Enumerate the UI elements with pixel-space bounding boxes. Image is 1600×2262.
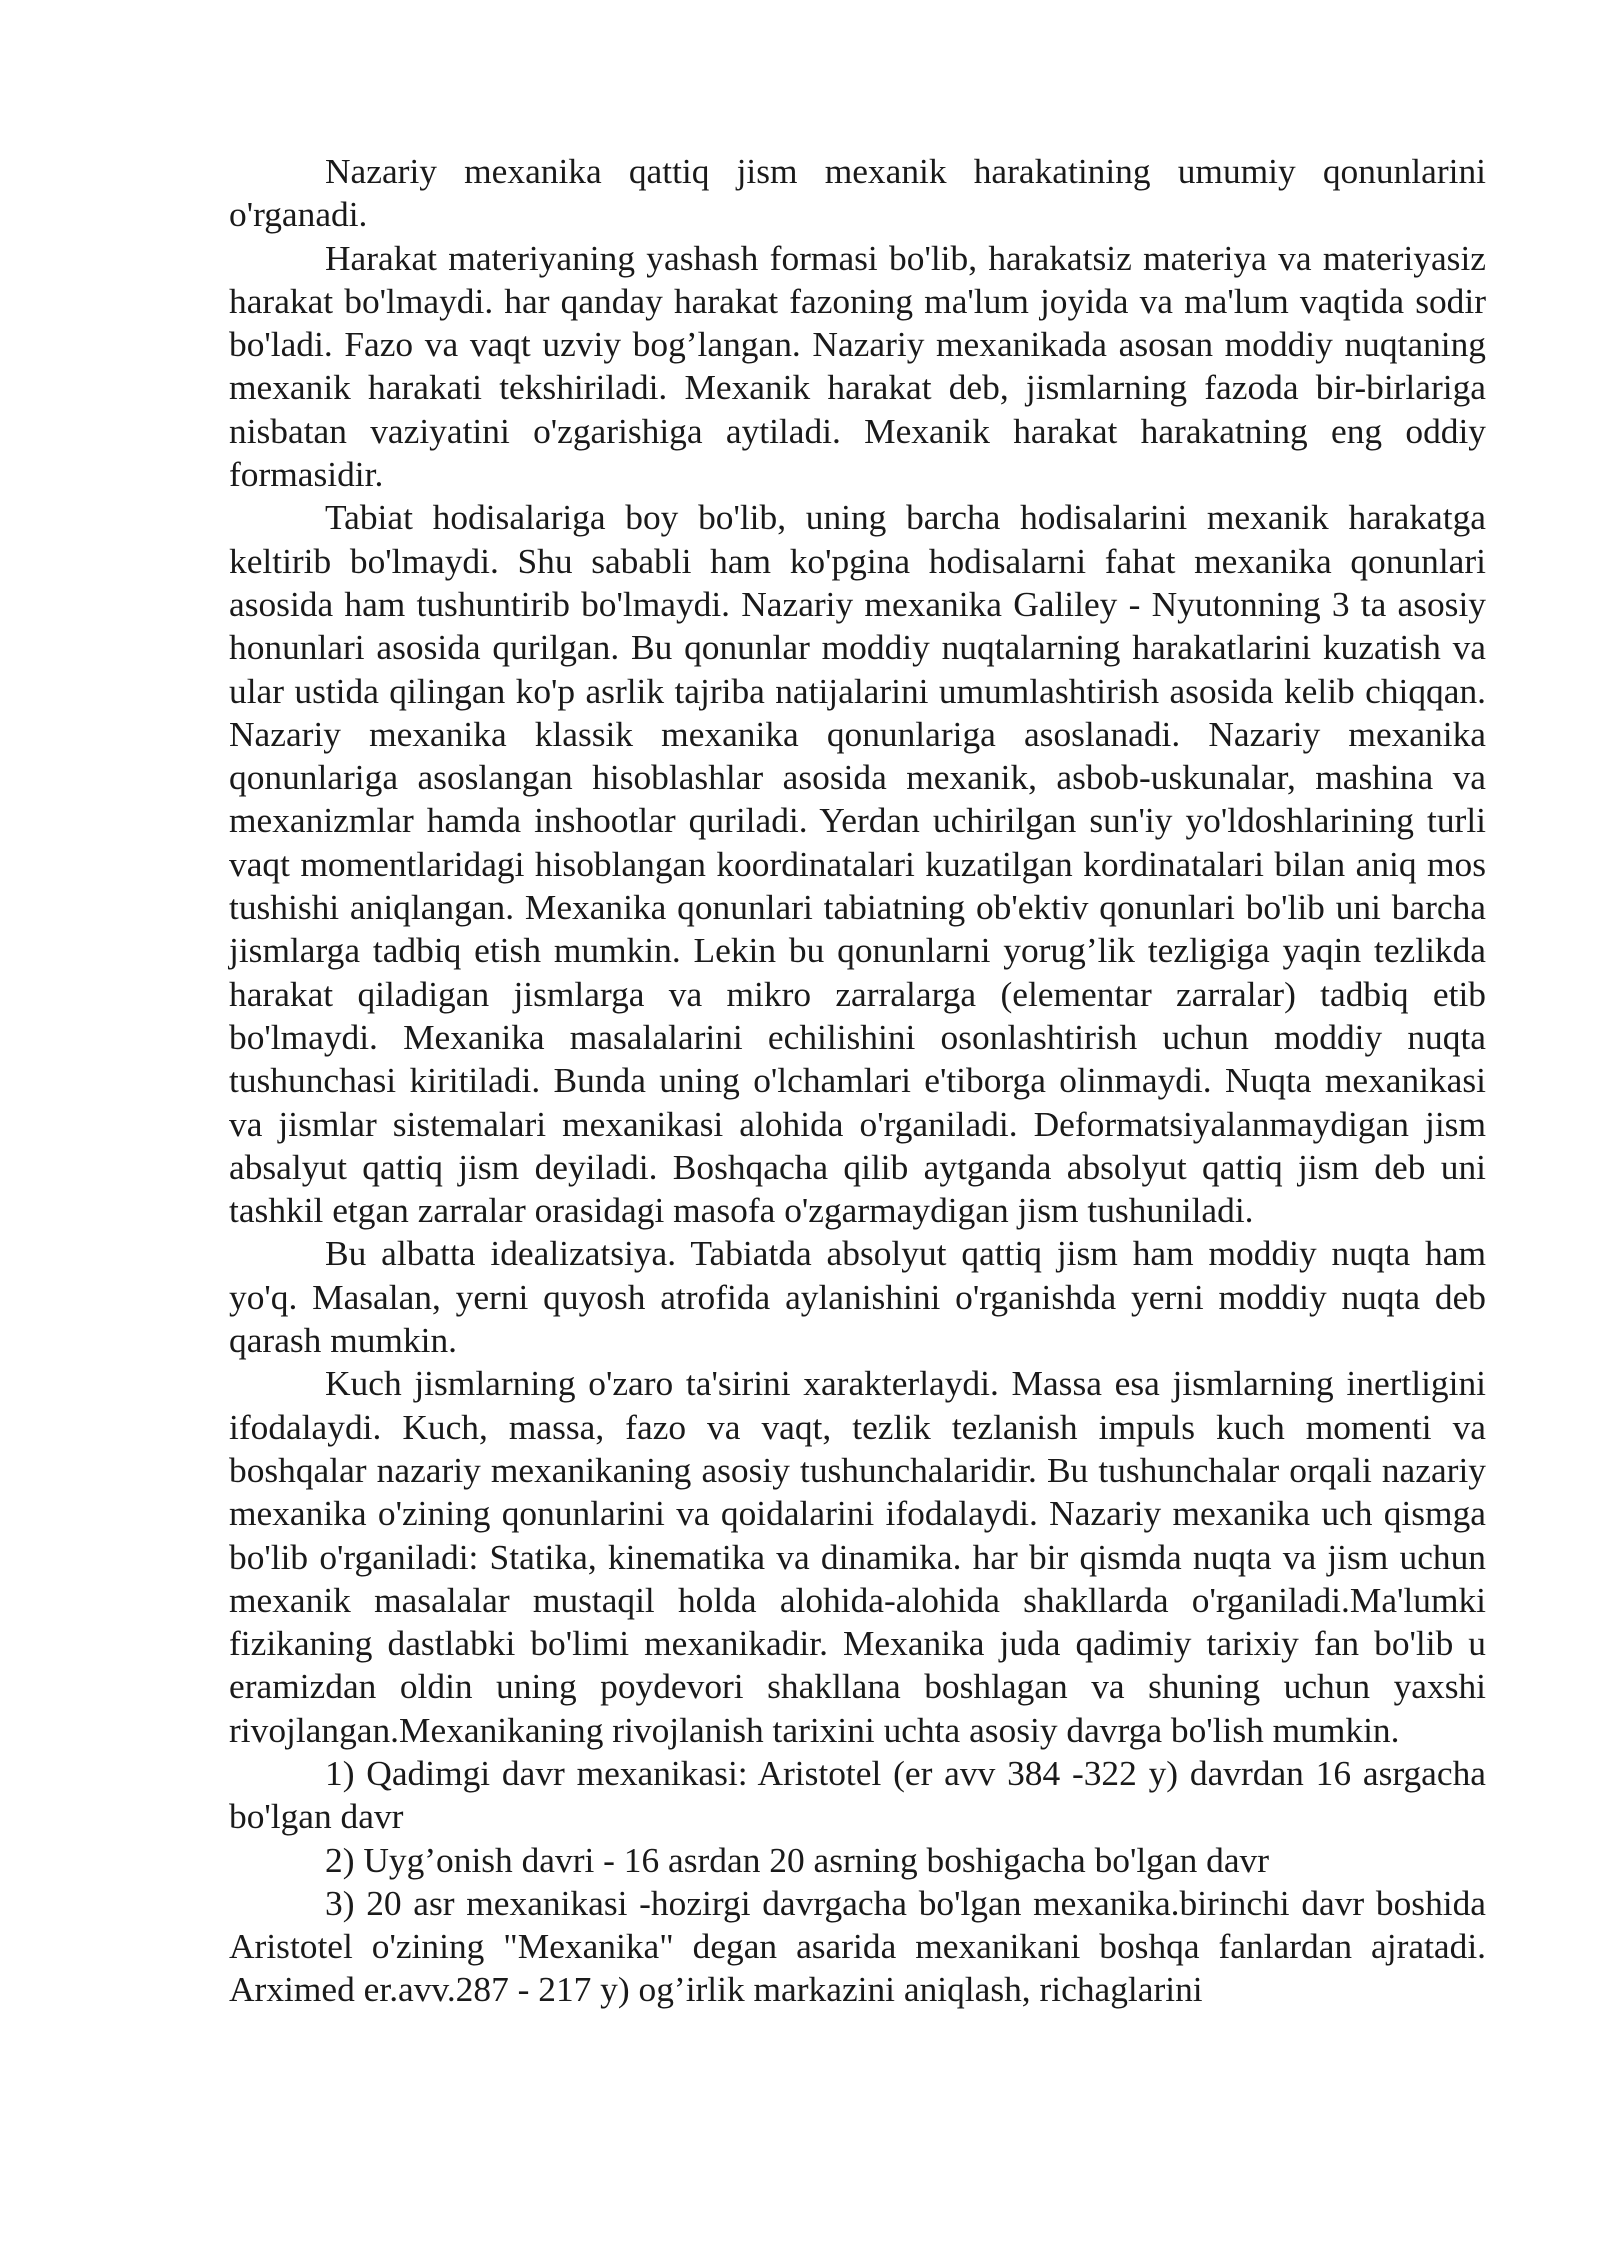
body-text (229, 150, 1486, 2012)
paragraph-force: Kuch jismlarning o'zaro ta'sirini xarakterlaydi. Massa esa jismlarning inertligini ifodalaydi. Kuch, massa, fazo va vaqt, tezlik tezlanish impuls kuch momenti va boshqalar nazariy mexanikaning asosiy tushunchalaridir. Bu tushunchalar orqali nazariy mexanika o'zining qonunlarini va qoidalarini ifodalaydi. Nazariy mexanika uch qismga bo'lib o'rganiladi: Statika, kinematika va dinamika. har bir qismda nuqta va jism uchun mexanik masalalar mustaqil holda alohida-alohida shakllarda o'rganiladi.Ma'lumki fizikaning dastlabki bo'limi mexanikadir. Mexanika juda qadimiy tarixiy fan bo'lib u eramizdan oldin uning poydevori shakllana boshlagan va shuning uchun yaxshi rivojlangan.Mexanikaning rivojlanish tarixini uchta asosiy davrga bo'lish mumkin. (229, 1363, 1486, 1750)
paragraph-intro: Nazariy mexanika qattiq jism mexanik harakatining umumiy qonunlarini o'rganadi. (229, 151, 1486, 235)
paragraph-nature: Tabiat hodisalariga boy bo'lib, uning barcha hodisalarini mexanik harakatga keltirib bo'lmaydi. Shu sababli ham ko'pgina hodisalarni fahat mexanika qonunlari asosida ham tushuntirib bo'lmaydi. Nazariy mexanika Galiley - Nyutonning 3 ta asosiy honunlari asosida qurilgan. Bu qonunlar moddiy nuqtalarning harakatlarini kuzatish va ular ustida qilingan ko'p asrlik tajriba natijalarini umumlashtirish asosida kelib chiqqan. Nazariy mexanika klassik mexanika qonunlariga asoslanadi. Nazariy mexanika qonunlariga asoslangan hisoblashlar asosida mexanik, asbob-uskunalar, mashina va mexanizmlar hamda inshootlar quriladi. Yerdan uchirilgan sun'iy yo'ldoshlarining turli vaqt momentlaridagi hisoblangan koordinatalari kuzatilgan kordinatalari bilan aniq mos tushishi aniqlangan. Mexanika qonunlari tabiatning ob'ektiv qonunlari bo'lib uni barcha jismlarga tadbiq etish mumkin. Lekin bu qonunlarni yorug’lik tezligiga yaqin tezlikda harakat qiladigan jismlarga va mikro zarralarga (elementar zarralar) tadbiq etib bo'lmaydi. Mexanika masalalarini echilishini osonlashtirish uchun moddiy nuqta tushunchasi kiritiladi. Bunda uning o'lchamlari e'tiborga olinmaydi. Nuqta mexanikasi va jismlar sistemalari mexanikasi alohida o'rganiladi. Deformatsiyalanmaydigan jism absalyut qattiq jism deyiladi. Boshqacha qilib aytganda absolyut qattiq jism deb uni tashkil etgan zarralar orasidagi masofa o'zgarmaydigan jism tushuniladi. (229, 497, 1486, 1231)
list-item-period-1: 1) Qadimgi davr mexanikasi: Aristotel (er avv 384 -322 y) davrdan 16 asrgacha bo'lgan davr (229, 1752, 1486, 1837)
list-item-period-2: 2) Uyg’onish davri - 16 asrdan 20 asrning boshigacha bo'lgan davr (325, 1839, 1270, 1880)
paragraph-idealization: Bu albatta idealizatsiya. Tabiatda absolyut qattiq jism ham moddiy nuqta ham yo'q. Masalan, yerni quyosh atrofida aylanishini o'rganishda yerni moddiy nuqta deb qarash mumkin. (229, 1233, 1486, 1361)
list-item-period-3: 3) 20 asr mexanikasi -hozirgi davrgacha bo'lgan mexanika.birinchi davr boshida Aristotel o'zining "Mexanika" degan asarida mexanikani boshqa fanlardan ajratadi. Arximed er.avv.287 - 217 y) og’irlik markazini aniqlash, richaglarini (229, 1882, 1486, 2010)
paragraph-motion: Harakat materiyaning yashash formasi bo'lib, harakatsiz materiya va materiyasiz harakat bo'lmaydi. har qanday harakat fazoning ma'lum joyida va ma'lum vaqtida sodir bo'ladi. Fazo va vaqt uzviy bog’langan. Nazariy mexanikada asosan moddiy nuqtaning mexanik harakati tekshiriladi. Mexanik harakat deb, jismlarning fazoda bir-birlariga nisbatan vaziyatini o'zgarishiga aytiladi. Mexanik harakat harakatning eng oddiy formasidir. (229, 237, 1486, 495)
